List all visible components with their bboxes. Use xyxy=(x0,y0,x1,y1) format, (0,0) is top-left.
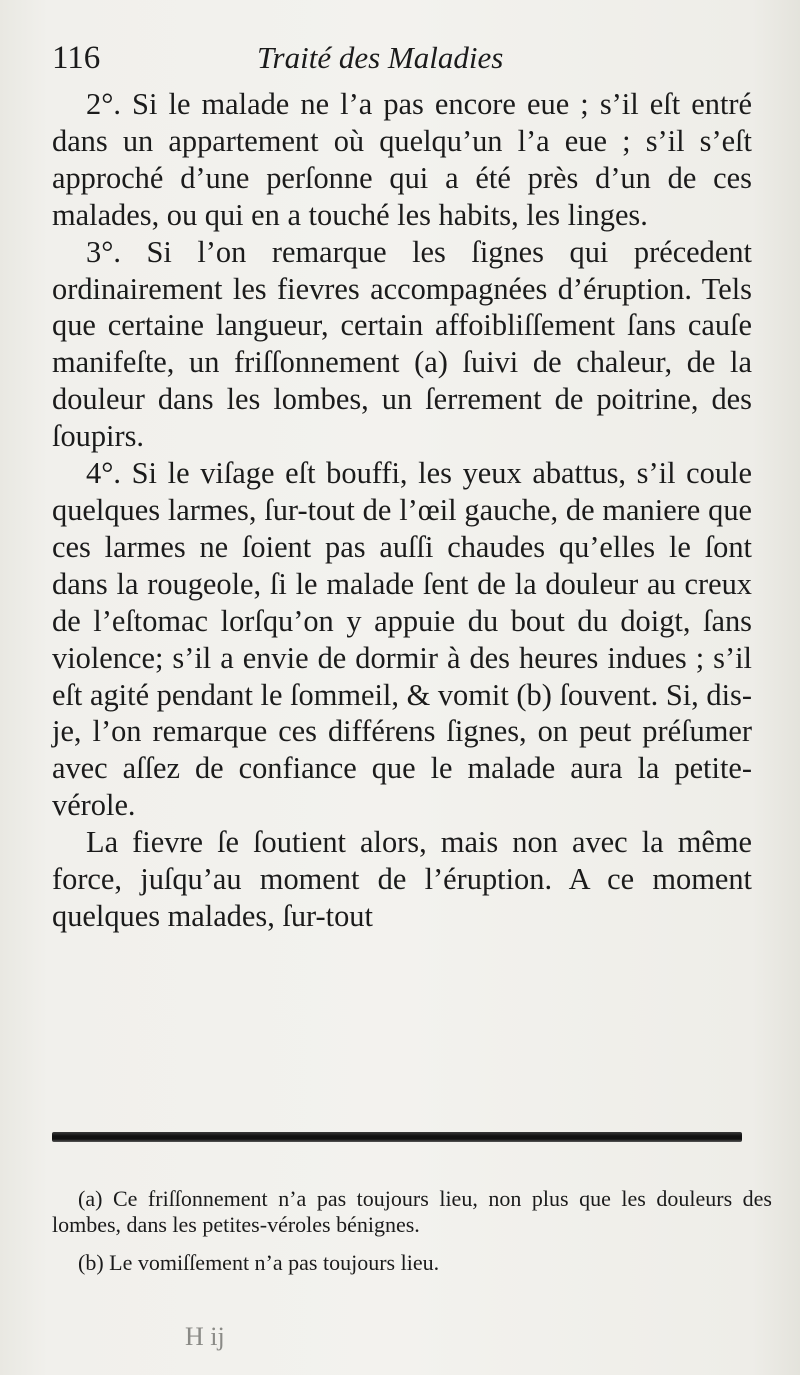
page-header xyxy=(52,40,752,84)
footnote-b: (b) Le vomiſſement n’a pas toujours lieu. xyxy=(78,1250,440,1275)
paragraph-point-2: 2°. Si le malade ne l’a pas encore eue ; s’il eſt entré dans un appartement où quelqu’un l’a eue ; s’il s’eſt approché d’une perſonne qui a été près d’un de ces malades, ou qui en a touché les habits, les linges. xyxy=(52,87,752,232)
paragraph-fever: La fievre ſe ſoutient alors, mais non avec la même force, juſqu’au moment de l’éruption. A ce moment quelques malades, ſur-tout xyxy=(52,825,752,933)
signature-mark: H ij xyxy=(185,1322,225,1351)
footnote-a: (a) Ce friſſonnement n’a pas toujours lieu, non plus que les douleurs des lombes, dans les petites-véroles bénignes. xyxy=(52,1186,772,1237)
footnotes xyxy=(52,1186,772,1288)
paragraph-point-3: 3°. Si l’on remarque les ſignes qui précedent ordinairement les fievres accompagnées d’éruption. Tels que certaine langueur, certain affoibliſſement ſans cauſe manifeſte, un friſſonnement (a) ſuivi de chaleur, de la douleur dans les lombes, un ſerrement de poitrine, des ſoupirs. xyxy=(52,234,752,454)
paragraph-point-4: 4°. Si le viſage eſt bouffi, les yeux abattus, s’il coule quelques larmes, ſur-tout de l’œil gauche, de maniere que ces larmes ne ſoient pas auſſi chaudes qu’elles le ſont dans la rougeole, ſi le malade ſent de la douleur au creux de l’eſtomac lorſqu’on y appuie du bout du doigt, ſans violence; s’il a envie de dormir à des heures indues ; s’il eſt agité pendant le ſommeil, & vomit (b) ſouvent. Si, dis-je, l’on remarque ces différens ſignes, on peut préſumer avec aſſez de confiance que le malade aura la petite-vérole. xyxy=(52,456,752,823)
running-title: Traité des Maladies xyxy=(257,40,504,75)
page-number: 116 xyxy=(52,40,101,76)
footnote-divider xyxy=(52,1132,742,1142)
body-text xyxy=(52,86,752,935)
